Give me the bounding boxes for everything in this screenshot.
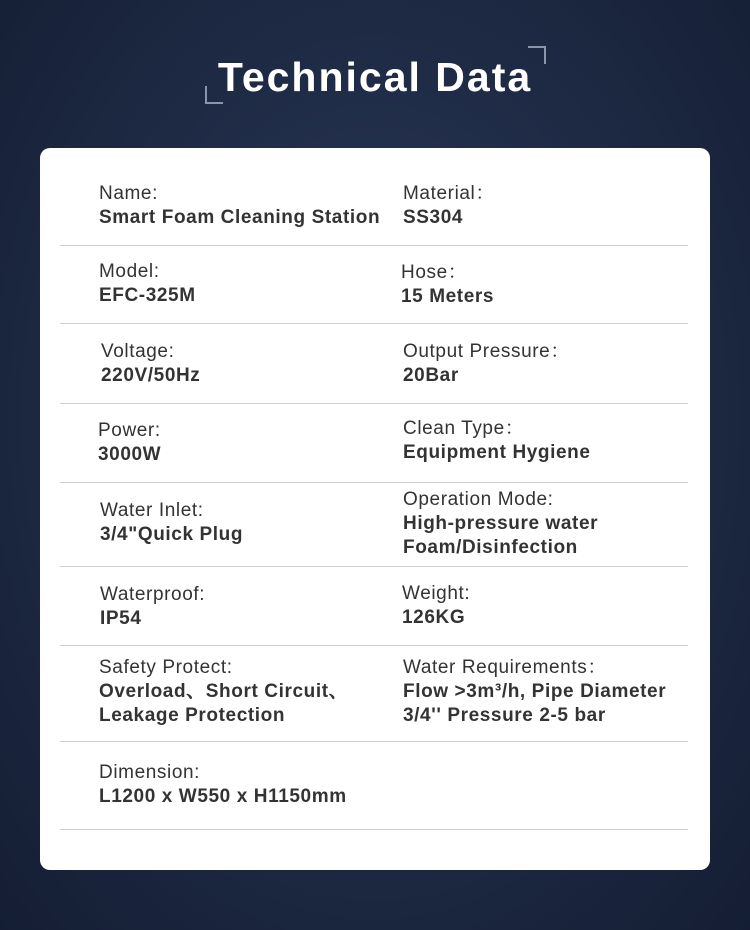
spec-value: SS304 — [403, 207, 464, 228]
spec-item-water-requirements — [403, 656, 666, 728]
spec-value: 220V/50Hz — [101, 365, 201, 386]
spec-item-weight — [402, 582, 470, 630]
spec-value: Equipment Hygiene — [403, 442, 591, 463]
spec-item-clean-type — [403, 417, 591, 465]
spec-item-name — [99, 182, 380, 230]
spec-value: 126KG — [402, 607, 466, 628]
spec-item-output-pressure — [403, 340, 570, 388]
spec-label: Water Requirements： — [403, 657, 607, 678]
spec-label: Material： — [403, 183, 495, 204]
spec-value: 3/4"Quick Plug — [100, 524, 244, 545]
spec-value: Smart Foam Cleaning Station — [99, 207, 381, 228]
spec-value-line2: 3/4'' Pressure 2-5 bar — [403, 705, 606, 726]
spec-label: Dimension: — [99, 762, 201, 783]
spec-label: Model: — [99, 261, 160, 282]
spec-label: Safety Protect: — [99, 657, 233, 678]
spec-label: Hose： — [401, 262, 468, 283]
spec-value: 20Bar — [403, 365, 459, 386]
spec-value: High-pressure water — [403, 513, 599, 534]
spec-item-voltage — [101, 340, 200, 388]
spec-item-model — [99, 260, 196, 308]
spec-value: Flow >3m³/h, Pipe Diameter — [403, 681, 667, 702]
spec-label: Voltage: — [101, 341, 175, 362]
spec-item-power — [98, 419, 161, 467]
spec-label: Weight: — [402, 583, 471, 604]
spec-label: Name: — [99, 183, 158, 204]
spec-value: IP54 — [100, 608, 142, 629]
spec-item-operation-mode — [403, 488, 598, 560]
page-title: Technical Data — [217, 54, 533, 100]
spec-label: Power: — [98, 420, 161, 441]
spec-label: Output Pressure： — [403, 341, 570, 362]
spec-value: L1200 x W550 x H1150mm — [99, 786, 347, 807]
spec-value-line2: Leakage Protection — [99, 705, 286, 726]
spec-item-hose — [401, 261, 494, 309]
spec-value: EFC-325M — [99, 285, 196, 306]
spec-item-safety-protect — [99, 656, 348, 728]
spec-value: 15 Meters — [401, 286, 495, 307]
spec-item-dimension — [99, 761, 347, 809]
spec-value: Overload、Short Circuit、 — [99, 681, 349, 702]
spec-value-line2: Foam/Disinfection — [403, 537, 578, 558]
spec-item-material — [403, 182, 495, 230]
spec-label: Clean Type： — [403, 418, 525, 439]
spec-label: Waterproof: — [100, 584, 206, 605]
spec-label: Water Inlet: — [100, 500, 204, 521]
spec-item-waterproof — [100, 583, 205, 631]
header — [0, 0, 750, 130]
spec-value: 3000W — [98, 444, 162, 465]
spec-card — [40, 148, 710, 870]
spec-label: Operation Mode: — [403, 489, 554, 510]
spec-item-water-inlet — [100, 499, 243, 547]
